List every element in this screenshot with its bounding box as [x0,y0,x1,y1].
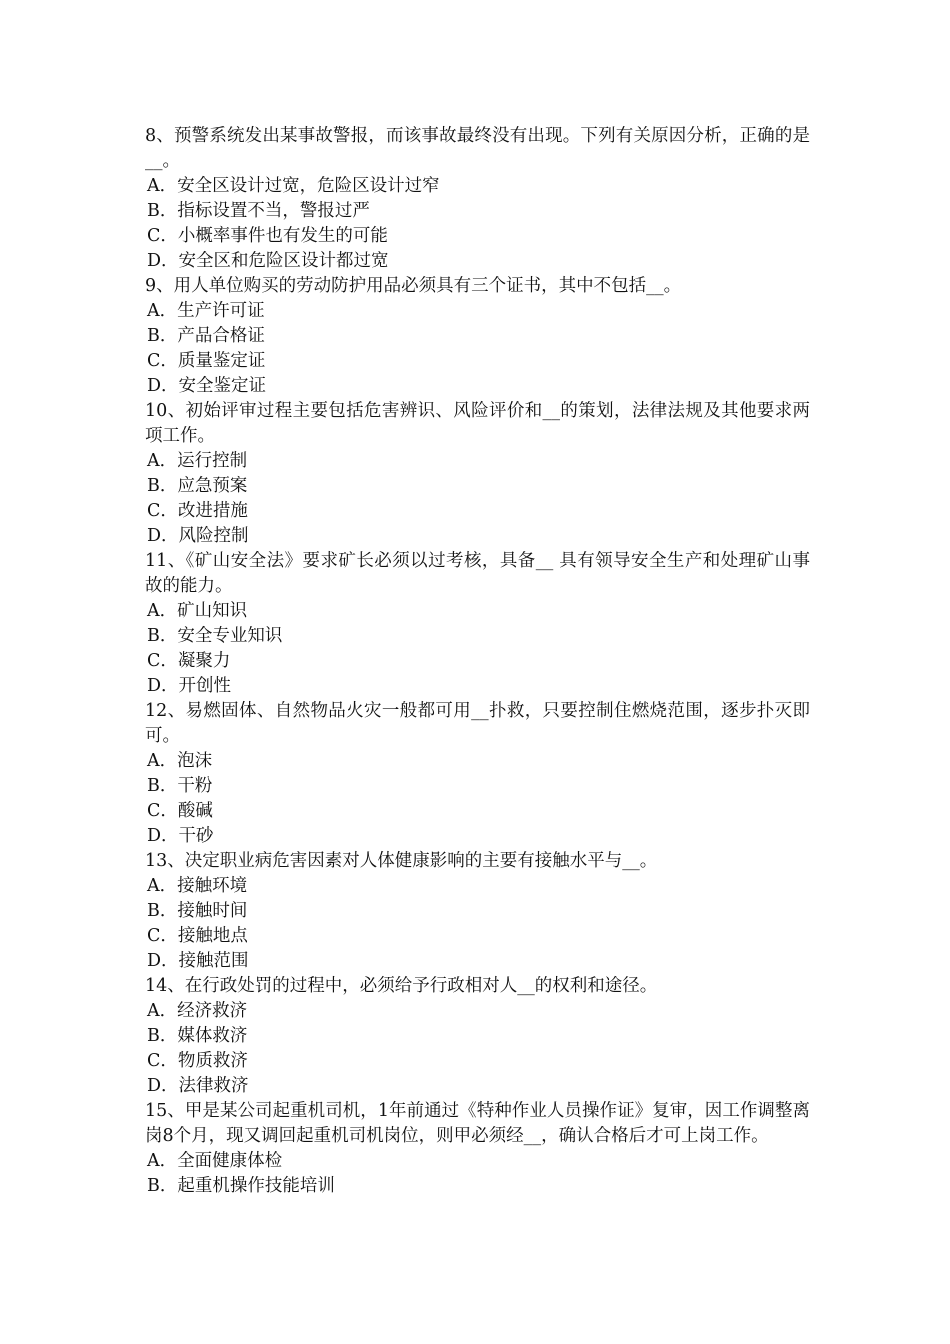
option-d: D．开创性 [147,676,232,696]
question-block [145,399,810,549]
option-c: C．小概率事件也有发生的可能 [147,226,388,246]
question-block [145,274,810,399]
option-a: A．泡沫 [147,751,213,771]
option-c: C．改进措施 [147,501,248,521]
option-d: D．风险控制 [147,526,249,546]
option-a: A．经济救济 [147,1001,248,1021]
option-d: D．安全区和危险区设计都过宽 [147,251,389,271]
option-a: A．矿山知识 [147,601,248,621]
option-c: C．接触地点 [147,926,248,946]
option-c: C．凝聚力 [147,651,231,671]
option-d: D．安全鉴定证 [147,376,267,396]
option-d: D．接触范围 [147,951,249,971]
option-b: B．应急预案 [147,476,248,496]
option-a: A．接触环境 [147,876,248,896]
question-text: 8、预警系统发出某事故警报，而该事故最终没有出现。下列有关原因分析，正确的是__。 [145,126,810,171]
option-a: A．生产许可证 [147,301,265,321]
question-text: 15、甲是某公司起重机司机，1年前通过《特种作业人员操作证》复审，因工作调整离岗8个月，现又调回起重机司机岗位，则甲必须经__，确认合格后才可上岗工作。 [145,1101,810,1146]
option-b: B．干粉 [147,776,213,796]
question-block [145,1099,810,1199]
option-b: B．产品合格证 [147,326,265,346]
question-text: 10、初始评审过程主要包括危害辨识、风险评价和__的策划，法律法规及其他要求两项工作。 [145,401,810,446]
question-block [145,974,810,1099]
option-b: B．媒体救济 [147,1026,248,1046]
option-b: B．起重机操作技能培训 [147,1176,335,1196]
question-text: 11、《矿山安全法》要求矿长必须以过考核，具备__ 具有领导安全生产和处理矿山事故的能力。 [145,551,810,596]
option-a: A．全面健康体检 [147,1151,283,1171]
option-c: C．酸碱 [147,801,213,821]
question-text: 14、在行政处罚的过程中，必须给予行政相对人__的权利和途径。 [145,976,658,996]
question-text: 13、决定职业病危害因素对人体健康影响的主要有接触水平与__。 [145,851,658,871]
question-block [145,549,810,699]
option-b: B．指标设置不当，警报过严 [147,201,370,221]
question-block [145,124,810,274]
option-c: C．物质救济 [147,1051,248,1071]
option-c: C．质量鉴定证 [147,351,266,371]
question-block [145,849,810,974]
option-b: B．接触时间 [147,901,248,921]
question-text: 9、用人单位购买的劳动防护用品必须具有三个证书，其中不包括__。 [145,276,682,296]
question-block [145,699,810,849]
option-a: A．安全区设计过宽，危险区设计过窄 [147,176,440,196]
document-page [145,124,810,1199]
question-text: 12、易燃固体、自然物品火灾一般都可用__扑救，只要控制住燃烧范围，逐步扑灭即可。 [145,701,810,746]
option-b: B．安全专业知识 [147,626,283,646]
option-d: D．法律救济 [147,1076,249,1096]
option-a: A．运行控制 [147,451,248,471]
option-d: D．干砂 [147,826,214,846]
